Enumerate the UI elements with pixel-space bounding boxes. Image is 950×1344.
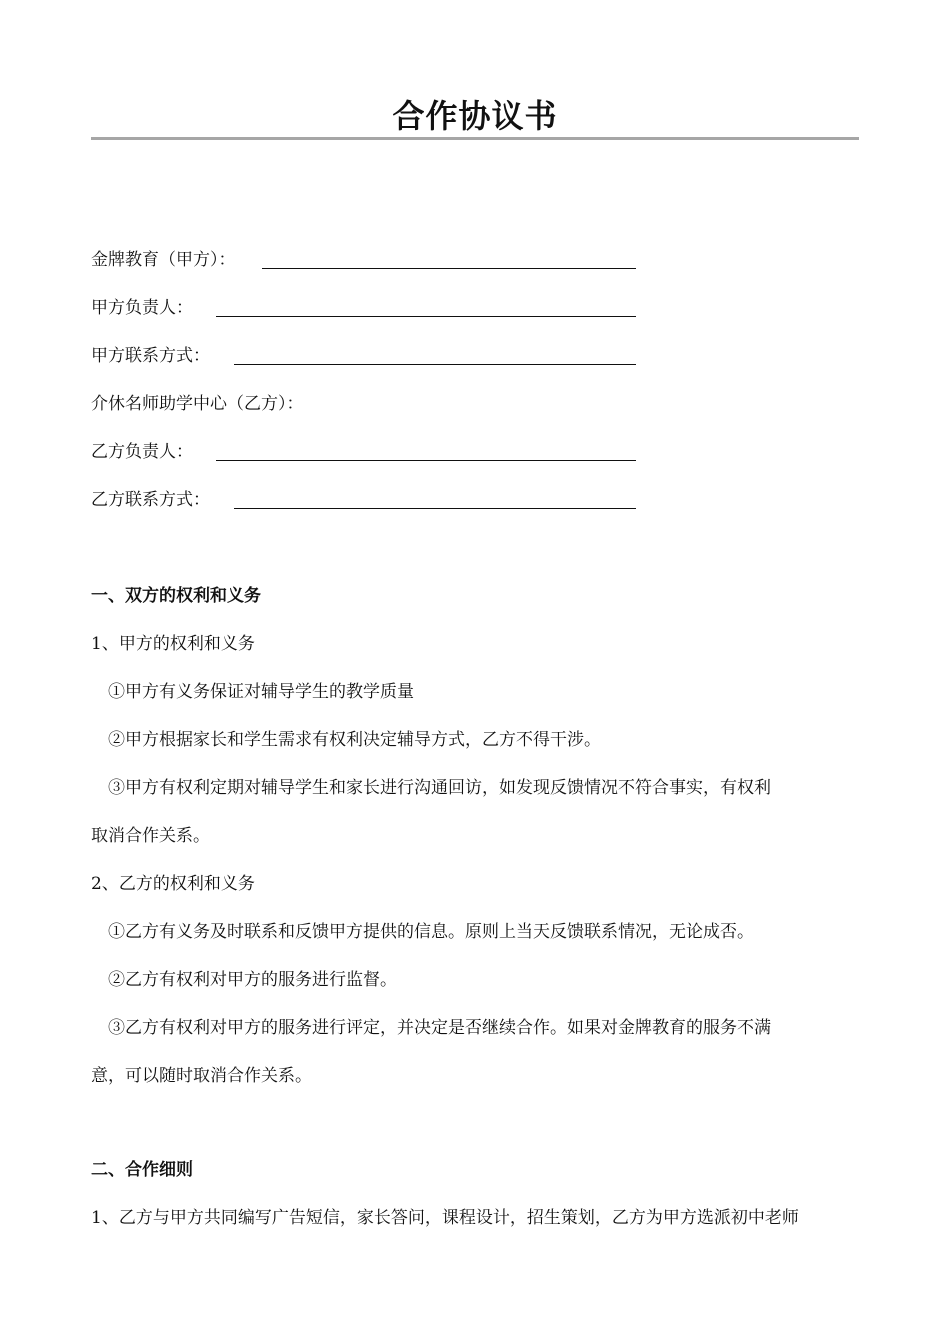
clause-item: ①乙方有义务及时联系和反馈甲方提供的信息。原则上当天反馈联系情况，无论成否。	[108, 922, 754, 942]
clause-item: ①甲方有义务保证对辅导学生的教学质量	[108, 682, 414, 702]
clause-item: ③乙方有权利对甲方的服务进行评定，并决定是否继续合作。如果对金牌教育的服务不满	[108, 1018, 771, 1038]
party-b-rep-blank	[216, 460, 636, 461]
party-b-rep-label: 乙方负责人：	[91, 442, 193, 462]
party-b-label: 介休名师助学中心（乙方）：	[91, 394, 304, 414]
party-a-label: 金牌教育（甲方）：	[91, 250, 236, 270]
clause-item: ②甲方根据家长和学生需求有权利决定辅导方式，乙方不得干涉。	[108, 730, 601, 750]
clause-item: 1、乙方与甲方共同编写广告短信，家长答问，课程设计，招生策划，乙方为甲方选派初中老师	[91, 1208, 799, 1228]
clause-item-continuation: 取消合作关系。	[91, 826, 210, 846]
party-a-blank	[262, 268, 636, 269]
section-1a-title: 1、甲方的权利和义务	[91, 634, 255, 654]
section-2-heading: 二、合作细则	[91, 1160, 193, 1180]
section-1b-title: 2、乙方的权利和义务	[91, 874, 255, 894]
clause-item: ②乙方有权利对甲方的服务进行监督。	[108, 970, 397, 990]
party-a-rep-blank	[216, 316, 636, 317]
party-b-contact-blank	[234, 508, 636, 509]
clause-item-continuation: 意，可以随时取消合作关系。	[91, 1066, 312, 1086]
section-1-heading: 一、双方的权利和义务	[91, 586, 261, 606]
party-a-contact-label: 甲方联系方式：	[91, 346, 210, 366]
clause-item: ③甲方有权利定期对辅导学生和家长进行沟通回访，如发现反馈情况不符合事实，有权利	[108, 778, 771, 798]
party-a-rep-label: 甲方负责人：	[91, 298, 193, 318]
document-title: 合作协议书	[392, 97, 558, 135]
party-a-contact-blank	[234, 364, 636, 365]
title-divider	[91, 137, 859, 140]
party-b-contact-label: 乙方联系方式：	[91, 490, 210, 510]
